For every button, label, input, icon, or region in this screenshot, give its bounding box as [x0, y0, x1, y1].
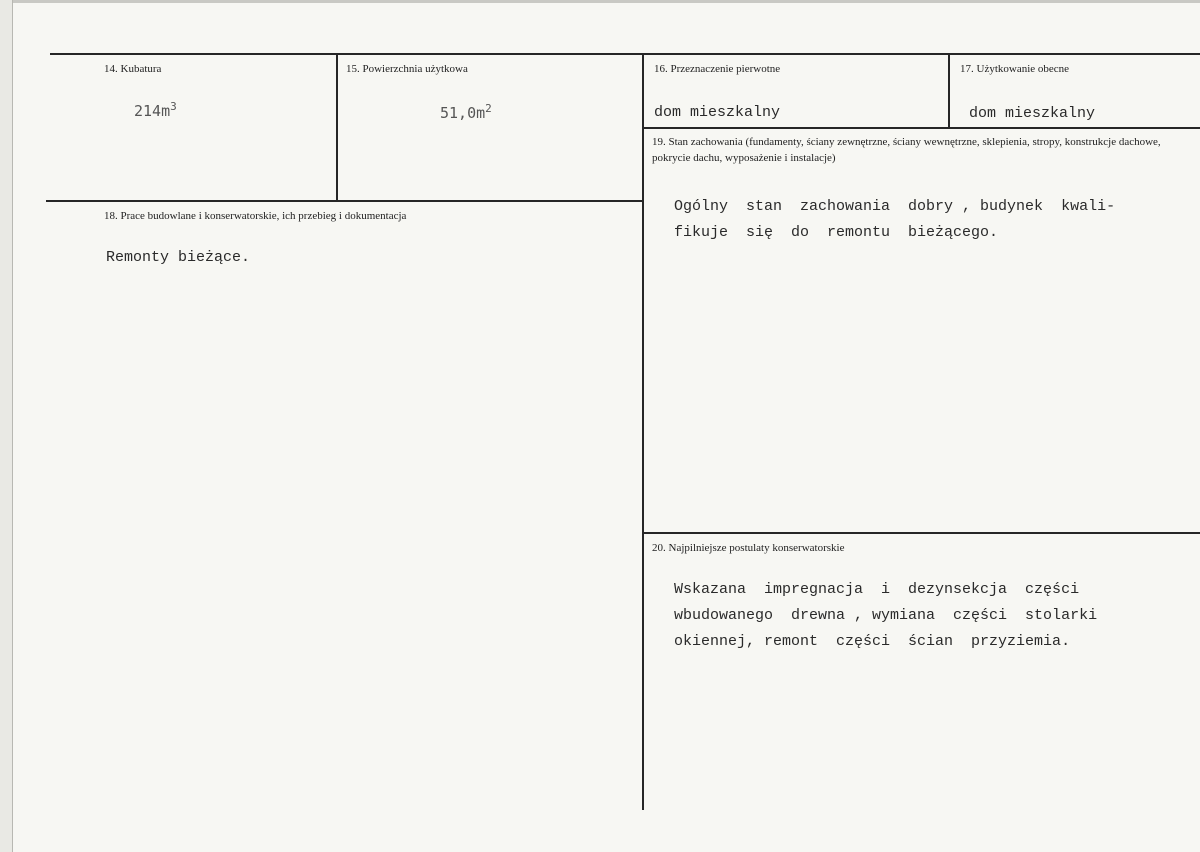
kubatura-value-text: 214m — [134, 102, 171, 120]
kubatura-label: 14. Kubatura — [104, 63, 162, 75]
przeznaczenie-value: dom mieszkalny — [654, 104, 781, 121]
divider-below-16-17 — [644, 127, 1200, 129]
top-border — [50, 53, 1200, 55]
kubatura-unit-exponent: 3 — [170, 100, 177, 113]
main-vertical-divider — [642, 54, 644, 810]
przeznaczenie-label: 16. Przeznaczenie pierwotne — [654, 63, 781, 75]
prace-label: 18. Prace budowlane i konserwatorskie, ich przebieg i dokumentacja — [104, 210, 407, 222]
stan-value: Ogólny stan zachowania dobry , budynek kwali- fikuje się do remontu bieżącego. — [674, 198, 1116, 241]
kubatura-value — [134, 100, 177, 120]
stan-label: 19. Stan zachowania (fundamenty, ściany zewnętrzne, ściany wewnętrzne, sklepienia, stropy, konstrukcje dachowe, pokrycie dachu, wyposażenie i instalacje) — [652, 136, 1161, 164]
divider-14-15 — [336, 54, 338, 200]
powierzchnia-unit-exponent: 2 — [485, 102, 492, 115]
postulaty-label: 20. Najpilniejsze postulaty konserwatorskie — [652, 542, 845, 554]
scan-edge-top — [0, 0, 1200, 3]
powierzchnia-label: 15. Powierzchnia użytkowa — [346, 63, 468, 75]
divider-below-14-15 — [46, 200, 642, 202]
uzytkowanie-value: dom mieszkalny — [969, 105, 1096, 122]
postulaty-value: Wskazana impregnacja i dezynsekcja części wbudowanego drewna , wymiana części stolarki okiennej, remont części ścian przyziemia. — [674, 581, 1098, 650]
prace-value: Remonty bieżące. — [106, 249, 251, 266]
divider-16-17 — [948, 54, 950, 128]
powierzchnia-value-text: 51,0m — [440, 104, 486, 122]
uzytkowanie-label: 17. Użytkowanie obecne — [960, 63, 1070, 75]
powierzchnia-value — [440, 102, 492, 122]
scan-edge-left — [0, 0, 13, 852]
divider-19-20 — [644, 532, 1200, 534]
